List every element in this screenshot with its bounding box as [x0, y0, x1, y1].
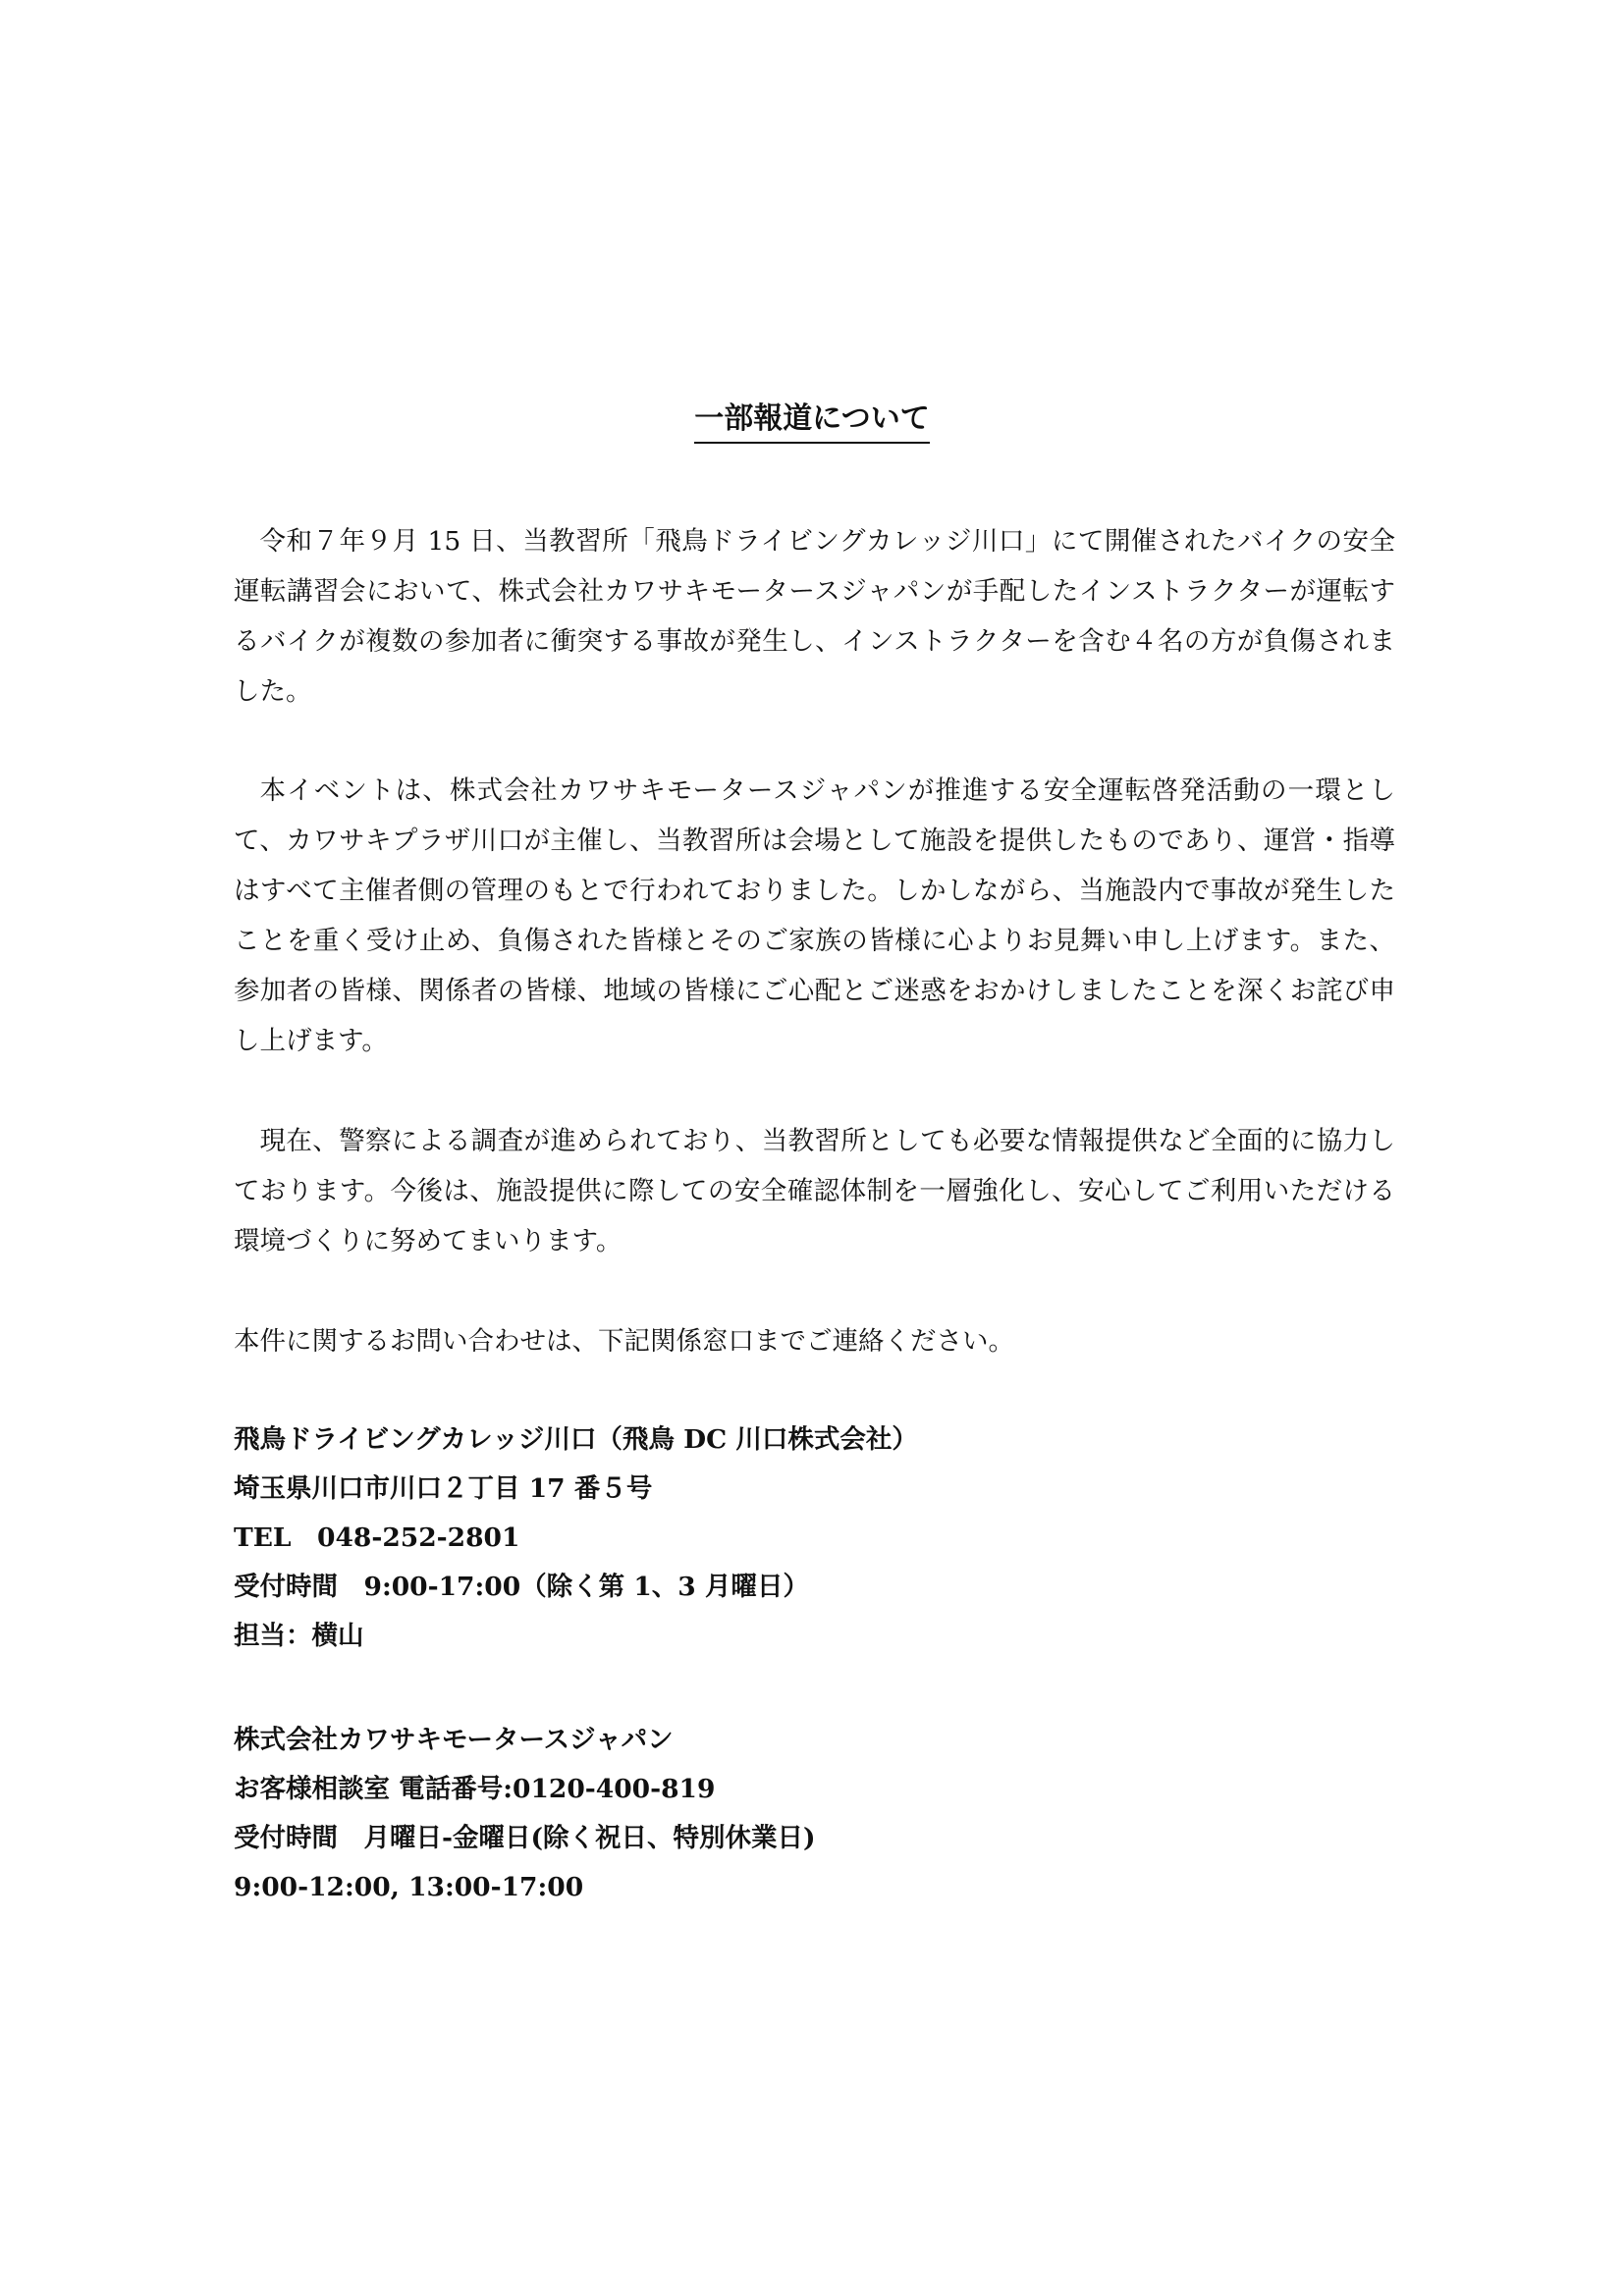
contact-block-driving-college [234, 1415, 1395, 1661]
contact-person: 担当：横山 [234, 1621, 364, 1651]
document-title [0, 399, 1624, 444]
contact-hours: 受付時間 9:00-17:00（除く第 1、3 月曜日） [234, 1572, 809, 1602]
document-title-text: 一部報道について [694, 399, 929, 444]
contact-block-kawasaki [234, 1716, 1395, 1912]
contact-hours-times: 9:00-12:00, 13:00-17:00 [234, 1872, 584, 1902]
contact-phone: TEL 048-252-2801 [234, 1522, 520, 1553]
investigation-paragraph: 現在、警察による調査が進められており、当教習所としても必要な情報提供など全面的に協力しております。今後は、施設提供に際しての安全確認体制を一層強化し、安心してご利用いただける環境づくりに努めてまいります。 [234, 1126, 1395, 1256]
contact-hours: 受付時間 月曜日-金曜日(除く祝日、特別休業日) [234, 1823, 816, 1853]
inquiry-notice: 本件に関するお問い合わせは、下記関係窓口までご連絡ください。 [234, 1326, 1014, 1357]
contact-organization: 飛鳥ドライビングカレッジ川口（飛鳥 DC 川口株式会社） [234, 1424, 918, 1455]
contact-address: 埼玉県川口市川口２丁目 17 番５号 [234, 1473, 653, 1504]
event-background-paragraph: 本イベントは、株式会社カワサキモータースジャパンが推進する安全運転啓発活動の一環として、カワサキプラザ川口が主催し、当教習所は会場として施設を提供したものであり、運営・指導はすべて主催者側の管理のもとで行われておりました。しかしながら、当施設内で事故が発生したことを重く受け止め、負傷された皆様とそのご家族の皆様に心よりお見舞い申し上げます。また、参加者の皆様、関係者の皆様、地域の皆様にご心配とご迷惑をおかけしましたことを深くお詫び申し上げます。 [234, 775, 1395, 1056]
contact-organization: 株式会社カワサキモータースジャパン [234, 1725, 674, 1755]
incident-paragraph: 令和７年９月 15 日、当教習所「飛鳥ドライビングカレッジ川口」にて開催されたバイクの安全運転講習会において、株式会社カワサキモータースジャパンが手配したインストラクターが運転するバイクが複数の参加者に衝突する事故が発生し、インストラクターを含む４名の方が負傷されました。 [234, 526, 1395, 707]
contact-phone: お客様相談室 電話番号:0120-400-819 [234, 1774, 716, 1804]
